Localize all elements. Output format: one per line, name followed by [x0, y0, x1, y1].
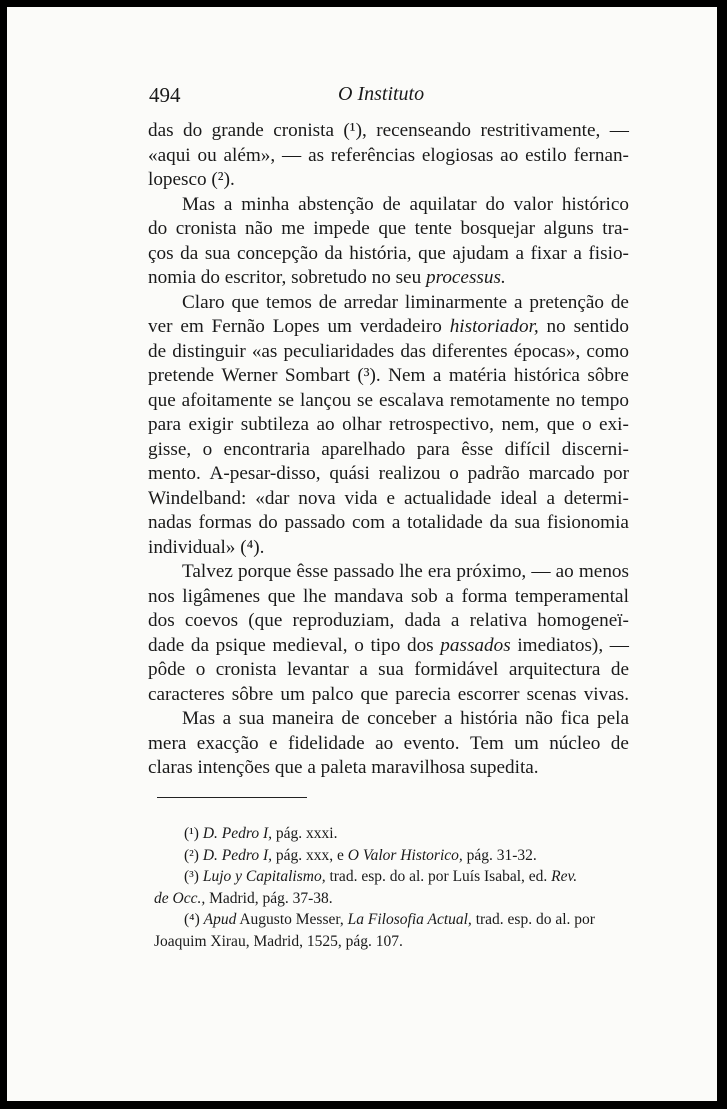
word: êsse [296, 561, 329, 582]
word: a [546, 487, 555, 509]
word: — [609, 634, 629, 656]
word: (¹), [343, 120, 367, 141]
word: passados [440, 634, 511, 656]
word: de [610, 659, 629, 680]
word: conceber [367, 708, 437, 729]
word: peculiaridades [283, 340, 395, 362]
word: recenseando [376, 120, 472, 141]
word: Mas [182, 193, 216, 215]
word: épocas», [513, 340, 581, 362]
word: não [245, 218, 273, 239]
body-line [148, 217, 629, 242]
word: a [223, 193, 233, 215]
word: relativa [469, 610, 528, 631]
body-line [148, 364, 629, 389]
word: discerni- [561, 438, 629, 460]
word: núcleo [549, 732, 601, 754]
word: tipo [370, 634, 401, 656]
word: no [555, 389, 576, 411]
word: cronista [273, 120, 334, 141]
word: Nem [388, 365, 426, 386]
word: lopesco [148, 169, 212, 190]
word: a [515, 242, 524, 264]
word: historiador, [449, 316, 539, 337]
word: ligâmenes [182, 585, 261, 607]
word: processus. [425, 267, 506, 288]
word: ao [555, 561, 574, 582]
word: sentido [573, 316, 629, 337]
word: sua [514, 512, 541, 533]
word: que [546, 414, 575, 435]
word: era [427, 561, 452, 582]
body-line [148, 315, 629, 340]
word: Tem [470, 732, 504, 754]
word: quási [329, 463, 370, 484]
word: tra- [602, 218, 629, 239]
book-page [7, 7, 717, 1101]
body-line [148, 168, 629, 193]
word: a [443, 708, 453, 729]
footnote-line: de Occ., Madrid, pág. 37-38. [154, 889, 333, 907]
word: dade [148, 634, 185, 656]
word: escorrer [457, 683, 520, 705]
word: Fernão [211, 316, 265, 337]
word: sôbre [231, 683, 274, 705]
word: além», [223, 144, 276, 166]
body-line [148, 438, 629, 463]
word: um [280, 683, 305, 705]
word: tente [414, 218, 452, 239]
word: individual» [148, 536, 241, 558]
word: grande [211, 120, 264, 141]
word: da [489, 512, 508, 533]
body-line [148, 242, 629, 267]
word: do [200, 267, 225, 288]
word: da [324, 242, 343, 264]
word: levantar [286, 659, 349, 680]
body-line [148, 560, 629, 585]
word: dos [406, 634, 434, 656]
word: matéria [448, 365, 507, 386]
word: encontraria [223, 438, 310, 460]
word: ços [148, 242, 174, 264]
word: pôde [148, 659, 186, 680]
word: (²). [211, 169, 235, 190]
word: de [610, 732, 629, 754]
word: a [359, 659, 368, 680]
word: supedita. [469, 757, 539, 778]
word: forma [461, 585, 508, 607]
word: o [581, 414, 592, 435]
word: a [573, 242, 582, 264]
word: cronista [215, 659, 277, 680]
word: referências [330, 144, 416, 166]
body-line [148, 462, 629, 487]
word: para [416, 438, 450, 460]
word: maneira [271, 708, 334, 729]
word: a [222, 708, 232, 729]
body-line [148, 144, 629, 169]
word: reproduziam, [292, 610, 395, 631]
word: «aqui [148, 144, 191, 166]
word: Lopes [272, 316, 320, 337]
word: histórica [513, 365, 580, 386]
word: que [148, 389, 176, 411]
word: me [281, 218, 305, 239]
word: de [382, 193, 401, 215]
body-line [148, 266, 629, 291]
word: escalava [378, 389, 444, 411]
word: arredar [343, 291, 399, 313]
word: que [378, 218, 407, 239]
word: parecia [395, 683, 451, 705]
word: o [195, 659, 206, 680]
word: a [307, 757, 321, 778]
word: temperamental [514, 585, 629, 607]
word: formidável [414, 659, 499, 680]
word: concepção [236, 242, 318, 264]
footnote-line: (¹) D. Pedro I, pág. xxxi. [184, 825, 338, 842]
word: subtileza [240, 414, 309, 435]
word: de [610, 291, 629, 313]
body-line [148, 119, 629, 144]
body-text [148, 119, 629, 781]
word: impede [313, 218, 370, 239]
word: sôbre [587, 365, 629, 386]
word: de [148, 340, 167, 362]
footnote-line: (⁴) Apud Augusto Messer, La Filosofia Actual, trad. esp. do al. por [184, 911, 595, 928]
word: a [432, 365, 442, 386]
word: no [546, 316, 566, 337]
word: caracteres [148, 683, 225, 705]
word: medieval, [272, 634, 348, 656]
word: difícil [504, 438, 551, 460]
word: que [231, 291, 260, 313]
word: distinguir [172, 340, 246, 362]
word: no [371, 267, 396, 288]
footnote-line: Joaquim Xirau, Madrid, 1525, pág. 107. [154, 932, 403, 950]
word: Werner [221, 365, 278, 386]
page-header [7, 77, 717, 107]
word: totalidade [407, 512, 483, 533]
word: da [190, 634, 210, 656]
body-line [148, 683, 629, 708]
footnote-line: (³) Lujo y Capitalismo, trad. esp. do al. por Luís Isabal, ed. Rev. [184, 868, 578, 885]
word: ajudam [452, 242, 509, 264]
word: ideal [500, 487, 538, 509]
word: se [278, 389, 295, 411]
word: imediatos), [517, 634, 604, 656]
body-line [148, 732, 629, 757]
word: liminarmente [404, 291, 508, 313]
word: aquilatar [409, 193, 477, 215]
word: nadas [148, 512, 192, 533]
word: fisio- [588, 242, 629, 264]
word: palco [311, 683, 354, 705]
word: lhe [303, 585, 327, 607]
word: sua [378, 659, 404, 680]
word: diferentes [431, 340, 508, 362]
word: temos [266, 291, 312, 313]
word: gisse, [148, 438, 192, 460]
word: ao [375, 732, 394, 754]
word: nomia [148, 267, 201, 288]
word: restritivamente, [480, 120, 601, 141]
word: fixar [530, 242, 567, 264]
word: «dar [255, 487, 290, 509]
word: sua [238, 708, 265, 729]
word: realizou [378, 463, 441, 484]
word: maravilhosa [371, 757, 470, 778]
footnote-line: (²) D. Pedro I, pág. xxx, e O Valor Historico, pág. 31-32. [184, 846, 537, 864]
word: ao [316, 414, 335, 435]
word: a [514, 291, 523, 313]
word: alguns [543, 218, 594, 239]
word: mento. [148, 463, 201, 484]
word: um [514, 732, 539, 754]
body-line [148, 413, 629, 438]
body-line [148, 634, 629, 659]
word: da [180, 242, 199, 264]
word: um [327, 316, 352, 337]
body-line [148, 193, 629, 218]
word: — [531, 561, 551, 582]
word: não [525, 708, 554, 729]
body-line [148, 609, 629, 634]
word: sua [204, 242, 231, 264]
word: história [460, 708, 518, 729]
word: Talvez [182, 561, 233, 582]
word: actualidade [403, 487, 492, 509]
body-line [148, 658, 629, 683]
word: bosquejar [460, 218, 536, 239]
word: das [400, 340, 426, 362]
word: dos [148, 610, 175, 631]
word: o [449, 463, 459, 484]
word: tempo [580, 389, 629, 411]
word: do [148, 218, 168, 239]
word: que [360, 683, 389, 705]
word: coevos [184, 610, 239, 631]
word: (⁴). [240, 536, 265, 558]
word: elogiosas [421, 144, 494, 166]
word: valor [513, 193, 553, 215]
word: por [603, 463, 629, 484]
word: mera [148, 732, 187, 754]
word: que [274, 757, 308, 778]
footnote-divider [157, 797, 307, 798]
body-line [148, 585, 629, 610]
body-line [148, 487, 629, 512]
word: estilo [525, 144, 567, 166]
body-line [148, 756, 629, 781]
word: pela [597, 708, 629, 729]
word: do [485, 193, 505, 215]
word: porque [237, 561, 292, 582]
word: para [148, 414, 182, 435]
word: (que [248, 610, 283, 631]
running-title: O Instituto [338, 83, 425, 105]
word: o [354, 634, 364, 656]
word: aparelhado [321, 438, 406, 460]
word: das [148, 120, 174, 141]
body-line [148, 536, 629, 561]
word: sobretudo [291, 267, 372, 288]
word: vivas. [583, 683, 629, 705]
word: passado [333, 561, 395, 582]
word: as [308, 144, 325, 166]
word: a [445, 585, 454, 607]
word: nos [148, 585, 175, 607]
page-number: 494 [149, 83, 181, 107]
body-line [148, 340, 629, 365]
word: dada [404, 610, 441, 631]
word: paleta [320, 757, 372, 778]
body-line [148, 389, 629, 414]
word: afoitamente [181, 389, 273, 411]
word: passado [284, 512, 346, 533]
word: exi- [599, 414, 629, 435]
word: próximo, [456, 561, 527, 582]
word: abstenção [298, 193, 374, 215]
body-line [148, 707, 629, 732]
word: que [267, 585, 296, 607]
word: scenas [526, 683, 577, 705]
word: determi- [563, 487, 629, 509]
word: nem, [501, 414, 540, 435]
word: minha [241, 193, 290, 215]
word: de [341, 708, 360, 729]
word: seu [395, 267, 426, 288]
word: retrospectivo, [388, 414, 494, 435]
word: escritor, [224, 267, 292, 288]
word: pretenção [529, 291, 604, 313]
word: menos [578, 561, 629, 582]
word: do [183, 120, 203, 141]
word: olhar [342, 414, 382, 435]
word: homogeneï- [537, 610, 629, 631]
word: Windelband: [148, 487, 247, 509]
word: ao [500, 144, 519, 166]
word: mandava [334, 585, 404, 607]
word: Mas [182, 708, 216, 729]
word: e [386, 487, 396, 509]
word: nova [298, 487, 336, 509]
word: verdadeiro [359, 316, 442, 337]
word: sob [411, 585, 438, 607]
word: cronista [175, 218, 237, 239]
word: do [258, 512, 278, 533]
word: vida [344, 487, 378, 509]
word: evento. [403, 732, 460, 754]
word: êsse [461, 438, 494, 460]
word: histórico [561, 193, 629, 215]
word: que [418, 242, 446, 264]
word: marcado [528, 463, 595, 484]
word: com [352, 512, 386, 533]
word: fidelidade [287, 732, 365, 754]
word: fisionomia [546, 512, 629, 533]
word: Sombart [284, 365, 350, 386]
word: pretende [148, 365, 215, 386]
word: «as [251, 340, 278, 362]
word: ou [197, 144, 217, 166]
word: fica [560, 708, 590, 729]
word: exacção [196, 732, 259, 754]
word: A-pesar-disso, [209, 463, 321, 484]
word: psique [215, 634, 266, 656]
word: padrão [467, 463, 520, 484]
word: formas [198, 512, 252, 533]
word: como [586, 340, 629, 362]
word: o [202, 438, 213, 460]
word: Claro [182, 291, 225, 313]
word: lançou [299, 389, 352, 411]
word: história, [349, 242, 412, 264]
word: remotamente [449, 389, 550, 411]
word: arquitectura [508, 659, 601, 680]
word: se [357, 389, 374, 411]
word: e [268, 732, 278, 754]
word: intenções [197, 757, 275, 778]
body-line [148, 511, 629, 536]
word: ver [148, 316, 173, 337]
word: em [180, 316, 204, 337]
word: a [450, 610, 460, 631]
word: claras [148, 757, 198, 778]
word: de [318, 291, 337, 313]
word: — [609, 120, 629, 141]
word: exigir [188, 414, 234, 435]
body-line [148, 291, 629, 316]
word: fernan- [573, 144, 629, 166]
footnotes [154, 823, 634, 952]
word: a [391, 512, 401, 533]
word: (³). [357, 365, 381, 386]
word: lhe [399, 561, 423, 582]
word: — [282, 144, 302, 166]
